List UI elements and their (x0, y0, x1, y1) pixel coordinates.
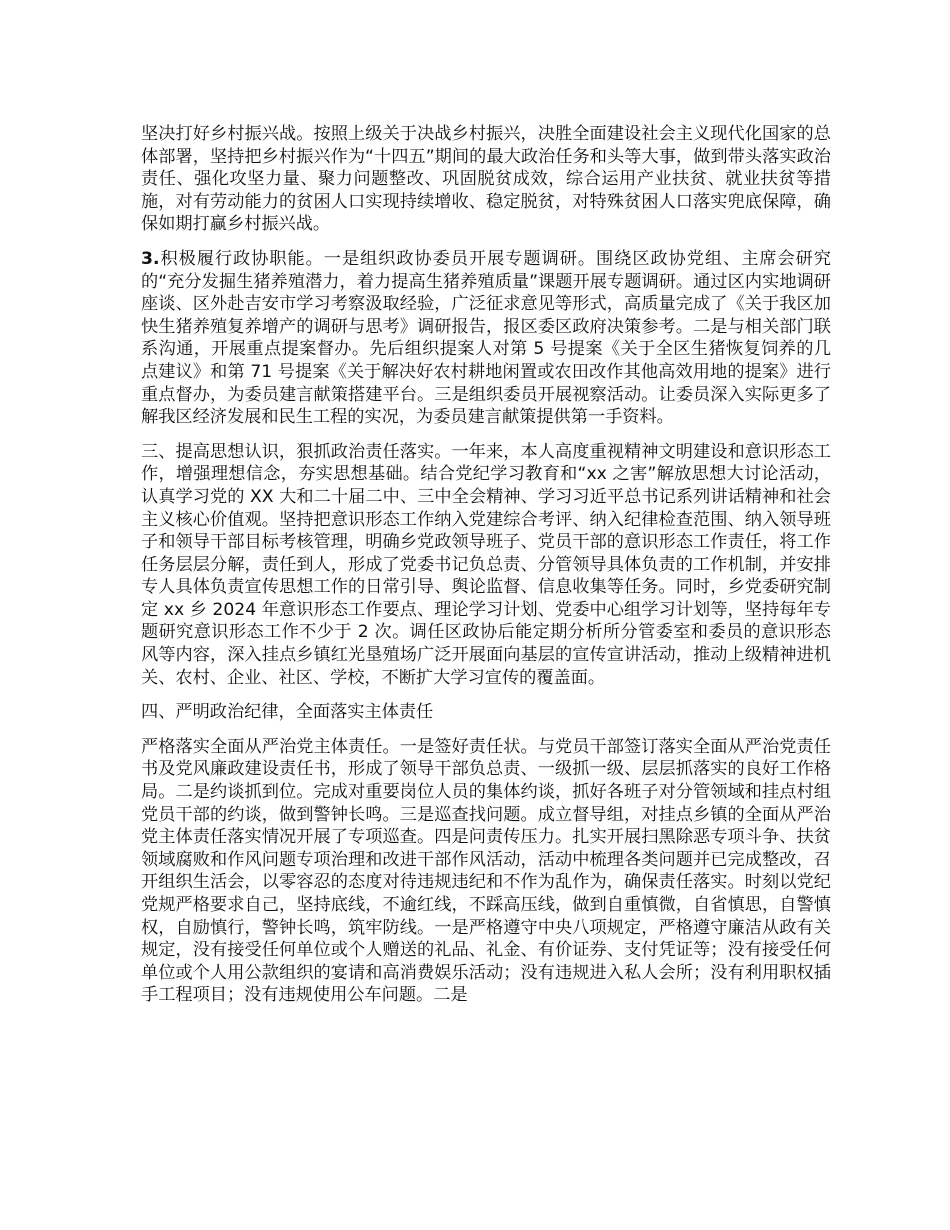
paragraph-text: 三、提高思想认识，狠抓政治责任落实。一年来，本人高度重视精神文明建设和意识形态工作，增强理想信念，夯实思想基础。结合党纪学习教育和“xx 之害”解放思想大讨论活动，认真学习党的 XX 大和二十届二中、三中全会精神、学习习近平总书记系列讲话精神和社会主义核心价值观。坚持把意识形态工作纳入党建综合考评、纳入纪律检查范围、纳入领导班子和领导干部目标考核管理，明确乡党政领导班子、党员干部的意识形态工作责任，将工作任务层层分解，责任到人，形成了党委书记负总责、分管领导具体负责的工作机制，并安排专人具体负责宣传思想工作的日常引导、舆论监督、信息收集等任务。同时，乡党委研究制定 xx 乡 2024 年意识形态工作要点、理论学习计划、党委中心组学习计划等，坚持每年专题研究意识形态工作不少于 2 次。调任区政协后能定期分析所分管委室和委员的意识形态风等内容，深入挂点乡镇红光垦殖场广泛开展面向基层的宣传宣讲活动，推动上级精神进机关、农村、企业、社区、学校，不断扩大学习宣传的覆盖面。 (141, 441, 831, 688)
paragraph-text: 严格落实全面从严治党主体责任。一是签好责任状。与党员干部签订落实全面从严治党责任书及党风廉政建设责任书，形成了领导干部负总责、一级抓一级、层层抓落实的良好工作格局。二是约谈抓到位。完成对重要岗位人员的集体约谈，抓好各班子对分管领域和挂点村组党员干部的约谈，做到警钟长鸣。三是巡查找问题。成立督导组，对挂点乡镇的全面从严治党主体责任落实情况开展了专项巡查。四是问责传压力。扎实开展扫黑除恶专项斗争、扶贫领域腐败和作风问题专项治理和改进干部作风活动，活动中梳理各类问题并已完成整改，召开组织生活会，以零容忍的态度对待违规违纪和不作为乱作为，确保责任落实。时刻以党纪党规严格要求自己，坚持底线，不逾红线，不踩高压线，做到自重慎微，自省慎思，自警慎权，自励慎行，警钟长鸣，筑牢防线。一是严格遵守中央八项规定，严格遵守廉洁从政有关规定，没有接受任何单位或个人赠送的礼品、礼金、有价证券、支付凭证等；没有接受任何单位或个人用公款组织的宴请和高消费娱乐活动；没有违规进入私人会所；没有利用职权插手工程项目；没有违规使用公车问题。二是 (141, 736, 831, 1006)
section-heading-discipline (141, 701, 831, 724)
paragraph-ideological-work (141, 441, 831, 690)
paragraph-party-governance (141, 736, 831, 1007)
paragraph-text: 坚决打好乡村振兴战。按照上级关于决战乡村振兴，决胜全面建设社会主义现代化国家的总体部署，坚持把乡村振兴作为“十四五”期间的最大政治任务和头等大事，做到带头落实政治责任、强化攻坚力量、聚力问题整改、巩固脱贫成效，综合运用产业扶贫、就业扶贫等措施，对有劳动能力的贫困人口实现持续增收、稳定脱贫，对特殊贫困人口落实兜底保障，确保如期打赢乡村振兴战。 (141, 124, 831, 235)
paragraph-cppcc-duties (141, 248, 831, 429)
document-page (141, 123, 831, 1019)
paragraph-number: 3. (141, 248, 160, 269)
paragraph-text: 积极履行政协职能。一是组织政协委员开展专题调研。围绕区政协党组、主席会研究的“充分发掘生猪养殖潜力，着力提高生猪养殖质量”课题开展专题调研。通过区内实地调研座谈、区外赴吉安市学习考察汲取经验，广泛征求意见等形式，高质量完成了《关于我区加快生猪养殖复养增产的调研与思考》调研报告，报区委区政府决策参考。二是与相关部门联系沟通，开展重点提案督办。先后组织提案人对第 5 号提案《关于全区生猪恢复饲养的几点建议》和第 71 号提案《关于解决好农村耕地闲置或农田改作其他高效用地的提案》进行重点督办，为委员建言献策搭建平台。三是组织委员开展视察活动。让委员深入实际更多了解我区经济发展和民生工程的实况，为委员建言献策提供第一手资料。 (141, 248, 831, 428)
paragraph-rural-revitalization (141, 123, 831, 236)
heading-text: 四、严明政治纪律，全面落实主体责任 (141, 702, 434, 723)
